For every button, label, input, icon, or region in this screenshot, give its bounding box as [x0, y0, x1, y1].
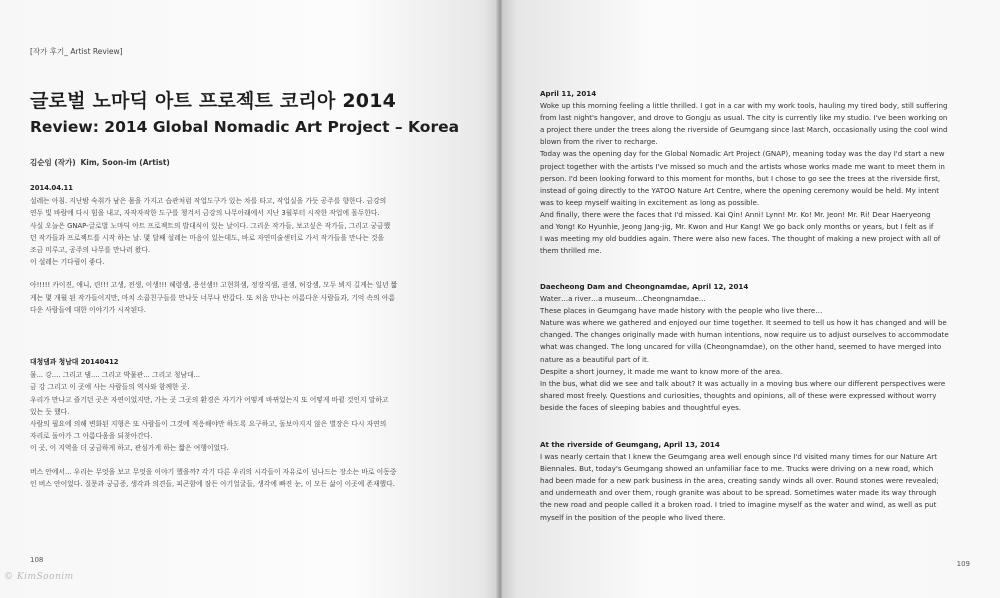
body-line: and underneath and over them, rough granite was about to be spread. Sometimes water made its way through	[540, 488, 937, 498]
english-entry-3	[540, 439, 970, 524]
body-line: the new road and people called it a broken road. I tried to imagine myself as the water and wind, as well as put	[540, 500, 937, 510]
body-line: changed. The changes originally made with human intentions, now require us to adjust ourselves to accommodate	[540, 330, 949, 340]
body-line: project together with the artists I've missed so much and the artists whose works made me want to meet them in	[540, 161, 945, 171]
body-line: Today was the opening day for the Global Nomadic Art Project (GNAP), meaning today was the day I'd start a new	[540, 149, 945, 159]
body-line: person. I'd been looking forward to this moment for months, but I chose to go see the trees at the riverside first,	[540, 173, 941, 183]
body-line: what was changed. The long uncared for villa (Cheongnamdae), on the other hand, seemed to have merged into	[540, 342, 942, 352]
body-line: shared most freely. Questions and curiosities, thoughts and opinions, all of these were expressed without worry	[540, 390, 937, 400]
body-line: 던 작가들과 프로젝트를 시작 하는 날. 몇 달째 설레는 마음이 있는데도, 바로 자연미술센터로 가서 작가들을 만나는 것을	[30, 233, 385, 242]
body-line: These places in Geumgang have made history with the people who live there…	[540, 306, 823, 316]
entry-heading: At the riverside of Geumgang, April 13, 2014	[540, 440, 720, 449]
author-english: Kim, Soon-im (Artist)	[80, 158, 170, 167]
body-line: Woke up this morning feeling a little thrilled. I got in a car with my work tools, hauling my tired body, still suffering	[540, 101, 948, 111]
body-line: and Yong! Ko Hyunhie, Jeong Jang-jig, Mr. Kwon and Hur Kang! We go back only months or years, but I felt as if	[540, 222, 934, 232]
body-line: them thrilled me.	[540, 246, 602, 256]
entry-date: 2014.04.11	[30, 184, 73, 192]
body-line: Despite a short journey, it made me want to know more of the area.	[540, 366, 783, 376]
korean-entry-1	[30, 182, 460, 316]
body-line: 인 버스 안이었다. 질문과 궁금증, 생각과 의견들, 피곤함에 잠든 아기얼굴들, 생각에 빠진 눈, 이 모든 삶이 이곳에 존재했다.	[30, 479, 395, 488]
english-entry-2	[540, 281, 970, 414]
body-line: instead of going directly to the YATOO Nature Art Centre, where the opening ceremony would be held. My intent	[540, 185, 939, 195]
body-line: a project there under the trees along the riverside of Geumgang since last March, occasionally using the cool wind	[540, 125, 948, 135]
page-number-left: 108	[30, 556, 44, 564]
body-line: I was nearly certain that I knew the Geumgang area well enough since I'd visited many times for our Nature Art	[540, 452, 937, 462]
body-line: 이 곳, 이 지역을 더 궁금하게 하고, 관심가게 하는 짧은 여행이었다.	[30, 444, 229, 453]
entry-heading: April 11, 2014	[540, 89, 597, 98]
body-line: 연두 빛 바람에 다시 힘을 내고, 자작자작한 도구를 챙겨서 금강의 나무아래에서 지난 3월부터 시작한 작업에 몰두한다.	[30, 209, 380, 218]
body-line: 우리가 만나고 즐기던 곳은 자연이었지만, 가는 곳 그곳의 환경은 자기가 어떻게 바뀌었는지 또 어떻게 바뀔 것인지 말하고	[30, 395, 389, 404]
english-entry-1	[540, 88, 970, 257]
title-english: Review: 2014 Global Nomadic Art Project – Korea	[30, 118, 460, 136]
body-line: blown from the river to recharge.	[540, 137, 658, 147]
korean-entry-2	[30, 356, 460, 490]
body-line: myself in the position of the people who lived there.	[540, 512, 726, 522]
body-line: 다운 사람들에 대한 이야기가 시작된다.	[30, 305, 146, 314]
body-line: I was meeting my old buddies again. There were also new faces. The thought of making a new project with all of	[540, 234, 941, 244]
body-line: was to keep myself waiting in excitement as long as possible.	[540, 197, 760, 207]
right-page	[502, 0, 1000, 598]
body-line: 물... 강.... 그리고 댐.... 그리고 박물관... 그리고 청남대...	[30, 371, 201, 380]
entry-heading: Daecheong Dam and Cheongnamdae, April 12, 2014	[540, 282, 749, 291]
body-line: 자리로 돌아가 그 아름다움을 되찾아간다.	[30, 432, 153, 441]
body-line: 금 강 그리고 이 곳에 사는 사람들의 역사와 함께한 곳.	[30, 383, 190, 392]
section-label: [작가 후기_ Artist Review]	[30, 47, 123, 56]
watermark: © KimSoonim	[4, 572, 74, 582]
body-line: beside the faces of sleeping babies and thoughtful eyes.	[540, 402, 742, 412]
body-line: 아!!!!! 카이진, 애니, 린!!! 고생, 전생, 이생!!! 헤렴샘, 용선샘!! 고현희샘, 정장직샘, 권샘, 허강샘, 모두 뵈지 길게는 일년 짧	[30, 281, 398, 290]
body-line: 게는 몇 개월 된 작가들이지만, 마치 소꿉친구들를 만나듯 너무나 반갑다. 또 처음 만나는 아름다운 사람들과, 기억 속의 아름	[30, 293, 395, 302]
body-line: from last night's hangover, and drove to Gongju as usual. The city is currently like my studio. I've been working on	[540, 113, 948, 123]
author-byline	[30, 157, 170, 168]
body-line: 사실 오늘은 GNAP-글로벌 노마딕 아트 프로젝트의 발대식이 있는 날이다. 그리운 작가들, 보고싶은 작가들, 그리고 궁금했	[30, 221, 391, 230]
body-line: had been made for a new park business in the area, creating sandy winds all over. Round stones were revealed;	[540, 476, 939, 486]
body-line: 사람의 필요에 의해 변화된 지형은 또 사람들이 그것에 적응해야만 하도록 요구하고, 돌보아지지 않은 별장은 다시 자연의	[30, 420, 387, 429]
body-line: 조금 미루고, 공주의 나무를 만나러 왔다.	[30, 246, 151, 255]
author-korean: 김순임 (작가)	[30, 158, 76, 167]
body-line: Biennales. But, today's Geumgang showed an unfamiliar face to me. Trucks were driving on a new road, which	[540, 464, 934, 474]
body-line: 버스 안에서... 우리는 무엇을 보고 무엇을 이야기 했을까? 각기 다른 우리의 시각들이 자유로이 넘나드는 장소는 바로 이동중	[30, 467, 397, 476]
left-page	[0, 0, 498, 598]
body-line: Water…a river…a museum…Cheongnamdae…	[540, 294, 706, 304]
title-korean: 글로벌 노마딕 아트 프로젝트 코리아 2014	[30, 90, 397, 112]
entry-title: 대청댐과 청남대 20140412	[30, 358, 119, 366]
body-line: 있는 듯 했다.	[30, 407, 70, 416]
page-number-right: 109	[956, 560, 970, 568]
body-line: nature as a beautiful part of it.	[540, 354, 649, 364]
body-line: Nature was where we gathered and enjoyed our time together. It seemed to tell us how it has changed and will be	[540, 318, 947, 328]
body-line: 이 설레는 기다림이 좋다.	[30, 258, 105, 267]
body-line: In the bus, what did we see and talk about? It was actually in a moving bus where our different perspectives were	[540, 378, 946, 388]
body-line: And finally, there were the faces that I'd missed. Kai Qin! Anni! Lynn! Mr. Ko! Mr. Jeon! Mr. Ri! Dear Haeryeong	[540, 209, 931, 219]
body-line: 설레는 아침. 지난밤 숙취가 남은 몸을 가지고 습관처럼 작업도구가 있는 차를 타고, 작업실을 가듯 공주를 향한다. 금강의	[30, 197, 387, 206]
